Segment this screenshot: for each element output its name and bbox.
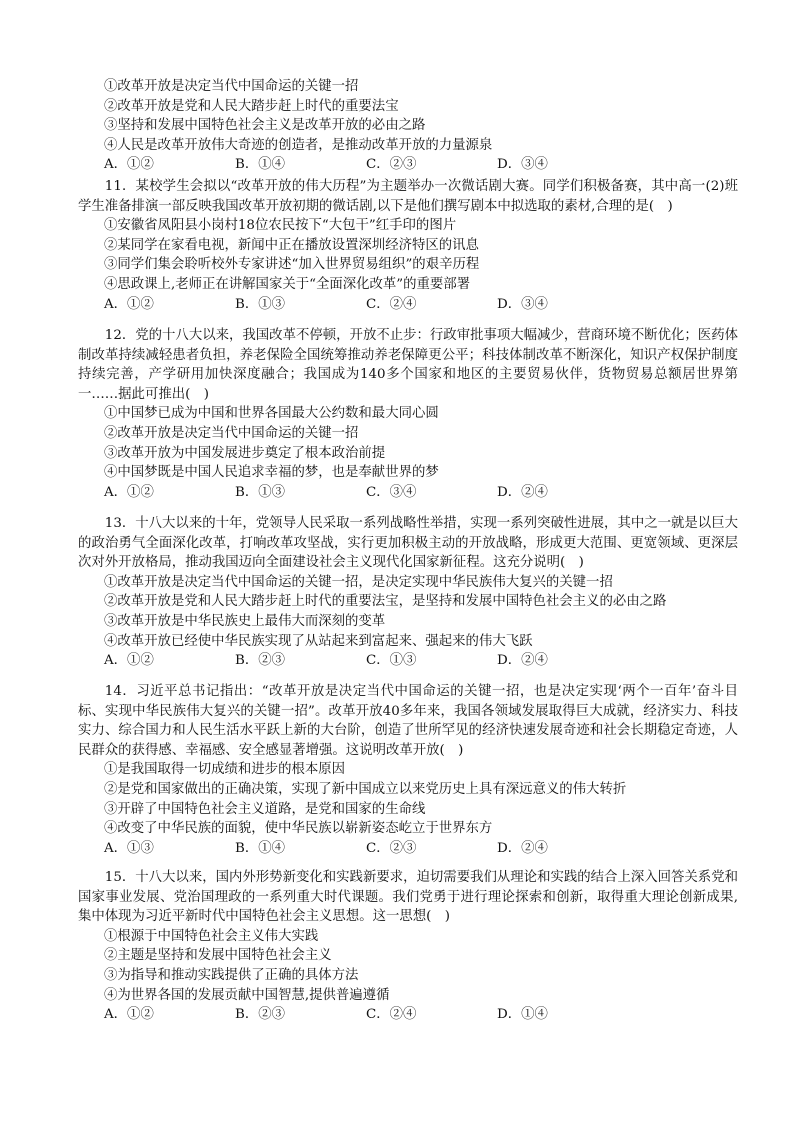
option-1: ①改革开放是决定当代中国命运的关键一招，是决定实现中华民族伟大复兴的关键一招 — [104, 574, 613, 590]
option-2: ②改革开放是党和人民大踏步赶上时代的重要法宝 — [104, 98, 399, 114]
choice-d[interactable]: D．①④ — [497, 1007, 548, 1023]
option-2: ②某同学在家看电视，新闻中正在播放设置深圳经济特区的讯息 — [104, 237, 479, 253]
choice-a[interactable]: A．①② — [104, 653, 154, 669]
answer-choices — [78, 295, 738, 315]
question-10 — [78, 77, 738, 175]
answer-choices — [78, 651, 738, 671]
question-14 — [78, 682, 738, 858]
option-1: ①安徽省凤阳县小岗村18位农民按下“大包干”红手印的图片 — [104, 218, 457, 234]
choice-d[interactable]: D．②④ — [497, 653, 548, 669]
choice-a[interactable]: A．①② — [104, 484, 154, 500]
option-3: ③同学们集会聆听校外专家讲述“加入世界贸易组织”的艰辛历程 — [104, 257, 480, 273]
option-4: ④为世界各国的发展贡献中国智慧,提供普遍遵循 — [104, 987, 390, 1003]
question-12 — [78, 326, 738, 502]
option-2: ②改革开放是决定当代中国命运的关键一招 — [104, 425, 359, 441]
question-stem: 13．十八大以来的十年，党领导人民采取一系列战略性举措，实现一系列突破性进展，其中之一就是以巨大的政治勇气全面深化改革，打响改革攻坚战，实行更加积极主动的开放战略，形成更大范围、更宽领域、更深层次对外开放格局，推动我国迈向全面建设社会主义现代化国家新征程。这充分说明( ) — [78, 516, 738, 571]
choice-b[interactable]: B．②③ — [235, 1007, 286, 1023]
question-11 — [78, 177, 738, 314]
choice-c[interactable]: C．①③ — [366, 653, 417, 669]
question-stem: 14．习近平总书记指出：“改革开放是决定当代中国命运的关键一招，也是决定实现‘两个一百年’奋斗目标、实现中华民族伟大复兴的关键一招”。改革开放40多年来，我国各领域发展取得巨大成就，经济实力、科技实力、综合国力和人民生活水平跃上新的大台阶，创造了世所罕见的经济快速发展奇迹和社会长期稳定奇迹，人民群众的获得感、幸福感、安全感显著增强。这说明改革开放( ) — [78, 684, 738, 758]
choice-a[interactable]: A．①② — [104, 296, 154, 312]
choice-d[interactable]: D．③④ — [497, 157, 548, 173]
option-3: ③为指导和推动实践提供了正确的具体方法 — [104, 967, 359, 983]
option-1: ①中国梦已成为中国和世界各国最大公约数和最大同心圆 — [104, 406, 439, 422]
choice-a[interactable]: A．①③ — [104, 840, 154, 856]
option-3: ③改革开放为中国发展进步奠定了根本政治前提 — [104, 445, 386, 461]
choice-c[interactable]: C．②③ — [366, 157, 417, 173]
option-4: ④改变了中华民族的面貌，使中华民族以崭新姿态屹立于世界东方 — [104, 821, 493, 837]
option-1: ①是我国取得一切成绩和进步的根本原因 — [104, 762, 346, 778]
answer-choices — [78, 483, 738, 503]
option-1: ①根源于中国特色社会主义伟大实践 — [104, 928, 319, 944]
option-3: ③改革开放是中华民族史上最伟大而深刻的变革 — [104, 613, 386, 629]
question-15 — [78, 868, 738, 1025]
question-stem: 11．某校学生会拟以“改革开放的伟大历程”为主题举办一次微话剧大赛。同学们积极备赛，其中高一(2)班学生准备排演一部反映我国改革开放初期的微话剧,以下是他们撰写剧本中拟选取的素材,合理的是( ) — [78, 179, 738, 214]
choice-b[interactable]: B．①③ — [235, 296, 286, 312]
option-4: ④改革开放已经使中华民族实现了从站起来到富起来、强起来的伟大飞跃 — [104, 633, 533, 649]
option-4: ④人民是改革开放伟大奇迹的创造者，是推动改革开放的力量源泉 — [104, 137, 493, 153]
choice-c[interactable]: C．②③ — [366, 840, 417, 856]
question-stem: 12．党的十八大以来，我国改革不停顿，开放不止步：行政审批事项大幅减少，营商环境不断优化；医药体制改革持续减轻患者负担，养老保险全国统筹推动养老保障更公平；科技体制改革不断深化，知识产权保护制度持续完善，产学研用加快深度融合；我国成为140多个国家和地区的主要贸易伙伴，货物贸易总额居世界第一……据此可推出( ) — [78, 328, 738, 402]
question-stem: 15．十八大以来，国内外形势新变化和实践新要求，迫切需要我们从理论和实践的结合上深入回答关系党和国家事业发展、党治国理政的一系列重大时代课题。我们党勇于进行理论探索和创新，取得重大理论创新成果,集中体现为习近平新时代中国特色社会主义思想。这一思想( ) — [78, 870, 738, 925]
choice-d[interactable]: D．②④ — [497, 840, 548, 856]
choice-b[interactable]: B．①④ — [235, 157, 286, 173]
choice-a[interactable]: A．①② — [104, 1007, 154, 1023]
option-4: ④思政课上,老师正在讲解国家关于“全面深化改革”的重要部署 — [104, 276, 471, 292]
choice-b[interactable]: B．①④ — [235, 840, 286, 856]
option-3: ③坚持和发展中国特色社会主义是改革开放的必由之路 — [104, 118, 426, 134]
choice-c[interactable]: C．②④ — [366, 1007, 417, 1023]
choice-b[interactable]: B．①③ — [235, 484, 286, 500]
option-2: ②是党和国家做出的正确决策，实现了新中国成立以来党历史上具有深远意义的伟大转折 — [104, 781, 627, 797]
option-3: ③开辟了中国特色社会主义道路，是党和国家的生命线 — [104, 801, 426, 817]
choice-c[interactable]: C．③④ — [366, 484, 417, 500]
option-2: ②主题是坚持和发展中国特色社会主义 — [104, 948, 332, 964]
choice-d[interactable]: D．②④ — [497, 484, 548, 500]
option-2: ②改革开放是党和人民大踏步赶上时代的重要法宝，是坚持和发展中国特色社会主义的必由之路 — [104, 594, 667, 610]
choice-c[interactable]: C．②④ — [366, 296, 417, 312]
answer-choices — [78, 155, 738, 175]
choice-d[interactable]: D．③④ — [497, 296, 548, 312]
choice-a[interactable]: A．①② — [104, 157, 154, 173]
answer-choices — [78, 1005, 738, 1025]
option-1: ①改革开放是决定当代中国命运的关键一招 — [104, 79, 359, 94]
option-4: ④中国梦既是中国人民追求幸福的梦，也是奉献世界的梦 — [104, 465, 439, 481]
choice-b[interactable]: B．②③ — [235, 653, 286, 669]
question-13 — [78, 514, 738, 671]
answer-choices — [78, 839, 738, 859]
